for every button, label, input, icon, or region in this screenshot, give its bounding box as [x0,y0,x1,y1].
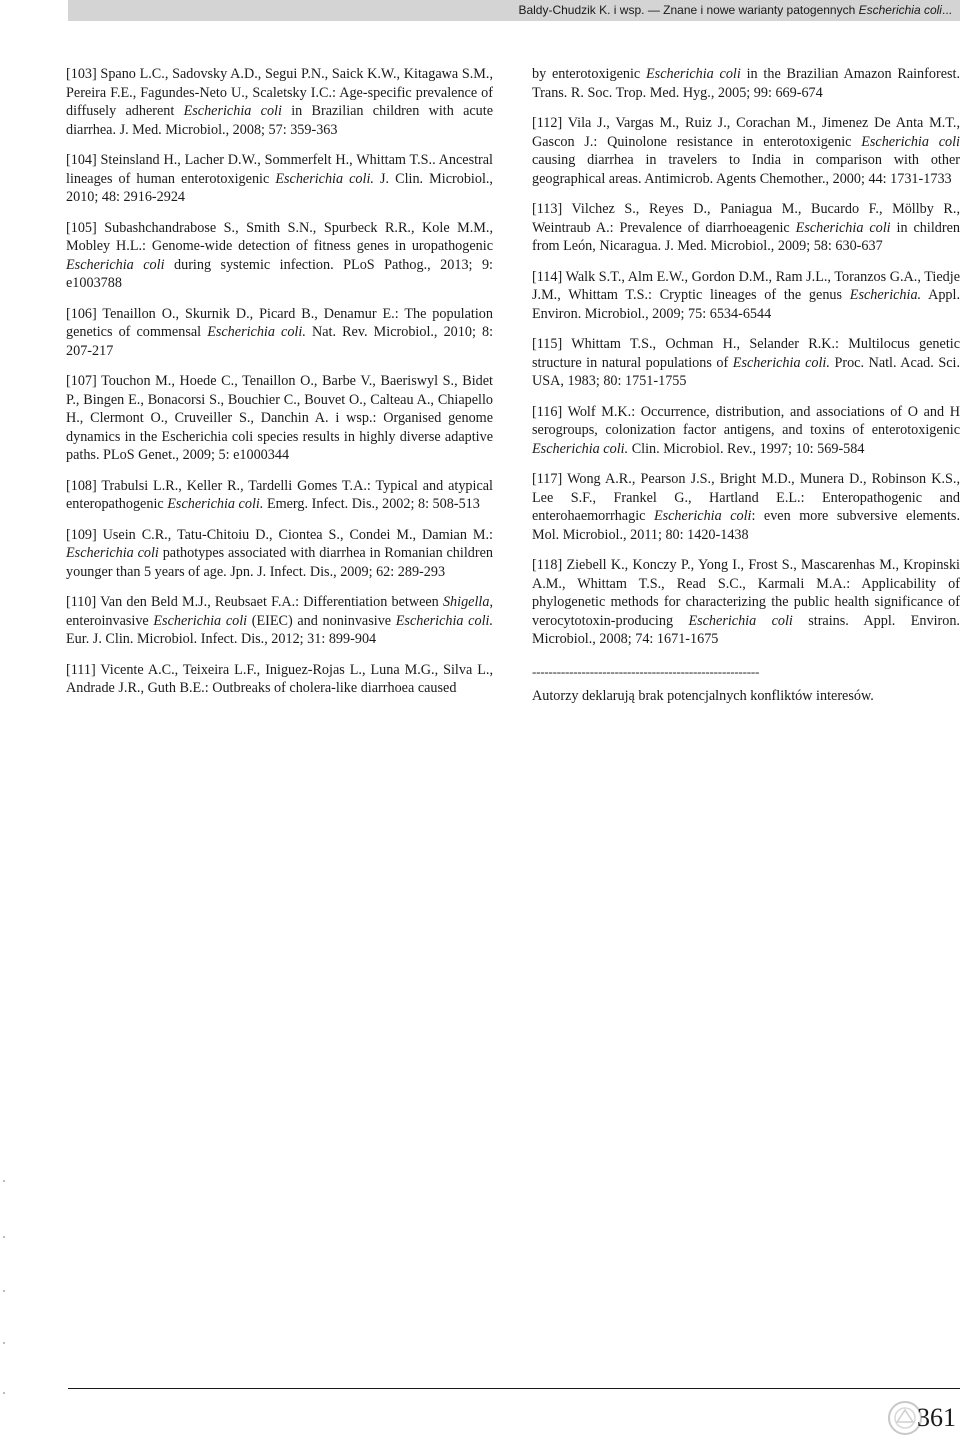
reference-italic-text: Escherichia coli [66,256,165,273]
reference-italic-text: Escherichia coli [861,133,960,150]
reference-text: [113] Vilchez S., Reyes D., Paniagua M., Bucardo F., Möllby R., Weintraub A.: Prevalence of diarrhoeagenic [532,201,960,236]
reference-italic-text: Escherichia. [849,287,922,303]
reference-text: , enteroinvasive [66,594,493,629]
reference-text: in Brazilian children with acute diarrhea. J. Med. Microbiol., 2008; 57: 359-363 [66,103,494,138]
reference-text: in children from León, Nicaragua. J. Med. Microbiol., 2009; 58: 630-637 [532,219,960,254]
reference-text: pathotypes associated with diarrhea in Romanian children younger than 5 years of age. Jpn. J. Infect. Dis., 2009; 62: 289-293 [66,545,493,580]
margin-mark [3,1392,5,1394]
reference-text: causing diarrhea in travelers to India in comparison with other geographical areas. Antimicrob. Agents Chemother., 2000; 44: 1731-1733 [532,152,960,187]
reference-text: [112] Vila J., Vargas M., Ruiz J., Corachan M., Jimenez De Anta M.T., Gascon J.: Quinolone resistance in enterotoxigenic [532,115,960,150]
reference-text: [118] Ziebell K., Konczy P., Yong I., Frost S., Mascarenhas M., Kropinski A.M., Whittam T.S., Read S.C., Karmali M.A.: Applicability of phylogenetic methods for characterizing the public health significance of verocytotoxin-producing [532,557,960,629]
reference-entry [532,65,960,102]
reference-text: Clin. Microbiol. Rev., 1997; 10: 569-584 [628,440,865,457]
reference-text: [109] Usein C.R., Tatu-Chitoiu D., Ciontea S., Condei M., Damian M.: [66,526,493,543]
margin-mark [3,1180,5,1182]
reference-text: [108] Trabulsi L.R., Keller R., Tardelli Gomes T.A.: Typical and atypical enteropathogenic [66,477,493,512]
reference-entry [532,470,960,544]
reference-text: [107] Touchon M., Hoede C., Tenaillon O., Barbe V., Baeriswyl S., Bidet P., Bingen E., Bonacorsi S., Bouchier C., Bouvet O., Calteau A., Chiapello H., Clermont O., Cruveiller S., Danchin A. i wsp.: Organised genome dynamics in the Escherichia coli species results in highly diverse adaptive paths. PLoS Genet., 2009; 5: e1000344 [66,373,493,463]
reference-text: [114] Walk S.T., Alm E.W., Gordon D.M., Ram J.L., Toranzos G.A., Tiedje J.M., Whittam T.S.: Cryptic lineages of the genus [532,268,960,303]
page-number: 361 [917,1403,956,1432]
reference-entry [66,219,493,293]
running-head-italic: Escherichia coli [858,3,942,17]
reference-entry [66,593,493,649]
reference-italic-text: Escherichia coli. [532,440,629,457]
reference-italic-text: Escherichia coli [646,66,741,82]
footer-rule [68,1388,960,1389]
reference-italic-text: Escherichia coli [688,612,793,629]
reference-entry [532,200,960,256]
references-left-column [66,65,493,710]
reference-text: [117] Wong A.R., Pearson J.S., Bright M.D., Munera D., Robinson K.S., Lee S.F., Frankel G., Hartland E.L.: Enteropathogenic and enterohaemorrhagic [532,471,960,524]
reference-text: in the Brazilian Amazon Rainforest. Trans. R. Soc. Trop. Med. Hyg., 2005; 99: 669-674 [532,66,960,101]
references-right-column [532,65,960,705]
reference-entry [66,65,493,139]
reference-text: (EIEC) and noninvasive [247,612,396,629]
reference-text: [115] Whittam T.S., Ochman H., Selander R.K.: Multilocus genetic structure in natural populations of [532,336,960,371]
reference-text: Proc. Natl. Acad. Sci. USA, 1983; 80: 1751-1755 [532,354,960,389]
reference-italic-text: Escherichia coli. [732,354,830,371]
reference-entry [66,305,493,361]
reference-italic-text: Escherichia coli. [207,324,306,340]
reference-italic-text: Escherichia coli [653,508,752,524]
reference-entry [66,477,493,514]
reference-italic-text: Escherichia coli [795,219,891,236]
reference-text: [106] Tenaillon O., Skurnik D., Picard B., Denamur E.: The population genetics of commensal [66,305,493,340]
reference-text: Eur. J. Clin. Microbiol. Infect. Dis., 2012; 31: 899-904 [66,631,377,647]
reference-text: [110] Van den Beld M.J., Reubsaet F.A.: Differentiation between [66,594,443,610]
reference-text: during systemic infection. PLoS Pathog., 2013; 9: e1003788 [66,256,493,291]
reference-text: Emerg. Infect. Dis., 2002; 8: 508-513 [263,496,480,512]
reference-italic-text: Escherichia coli. [395,612,493,629]
reference-entry [532,556,960,649]
running-head-ellipsis: ... [941,3,952,17]
reference-entry [66,372,493,465]
reference-text: [105] Subashchandrabose S., Smith S.N., Spurbeck R.R., Kole M.M., Mobley H.L.: Genome-wide detection of fitness genes in uropathogenic [66,219,493,254]
margin-mark [3,1290,5,1292]
running-head-bar [68,0,960,21]
reference-italic-text: Escherichia coli. [275,170,374,187]
reference-text: Appl. Environ. Microbiol., 2009; 75: 6534-6544 [532,287,960,322]
reference-text: : even more subversive elements. Mol. Microbiol., 2011; 80: 1420-1438 [532,508,960,543]
separator-line: ------------------------------------------------------- [532,663,760,679]
reference-entry [532,268,960,324]
reference-text: J. Clin. Microbiol., 2010; 48: 2916-2924 [66,170,493,205]
reference-entry [66,151,493,207]
reference-entry [532,114,960,188]
reference-italic-text: Escherichia coli [66,545,159,561]
reference-text: [103] Spano L.C., Sadovsky A.D., Segui P.N., Saick K.W., Kitagawa S.M., Pereira F.E., Fagundes-Neto U., Scaletsky I.C.: Age-specific prevalence of diffusely adherent [66,66,493,119]
reference-text: [104] Steinsland H., Lacher D.W., Sommerfelt H., Whittam T.S.. Ancestral lineages of human enterotoxigenic [66,152,493,187]
reference-entry [66,526,493,582]
reference-italic-text: Escherichia coli [153,612,248,629]
reference-italic-text: Escherichia coli. [167,496,264,512]
reference-text: [111] Vicente A.C., Teixeira L.F., Iniguez-Rojas L., Luna M.G., Silva L., Andrade J.R., Guth B.E.: Outbreaks of cholera-like diarrhoea caused [66,661,493,696]
reference-text: Nat. Rev. Microbiol., 2010; 8: 207-217 [66,324,494,359]
reference-italic-text: Shigella [442,594,490,610]
reference-text: strains. Appl. Environ. Microbiol., 2008; 74: 1671-1675 [532,612,960,647]
reference-entry [532,335,960,391]
reference-text: [116] Wolf M.K.: Occurrence, distribution, and associations of O and H serogroups, colonization factor antigens, and toxins of enterotoxigenic [532,403,960,438]
running-head [518,1,952,20]
margin-mark [3,1236,5,1238]
reference-italic-text: Escherichia coli [183,103,282,119]
running-head-text: Baldy-Chudzik K. i wsp. — Znane i nowe warianty patogennych [518,3,859,17]
reference-entry [532,403,960,459]
reference-entry [66,661,493,698]
conflict-of-interest-statement: Autorzy deklarują brak potencjalnych konfliktów interesów. [532,687,874,704]
reference-text: by enterotoxigenic [532,66,646,82]
margin-mark [3,1342,5,1344]
